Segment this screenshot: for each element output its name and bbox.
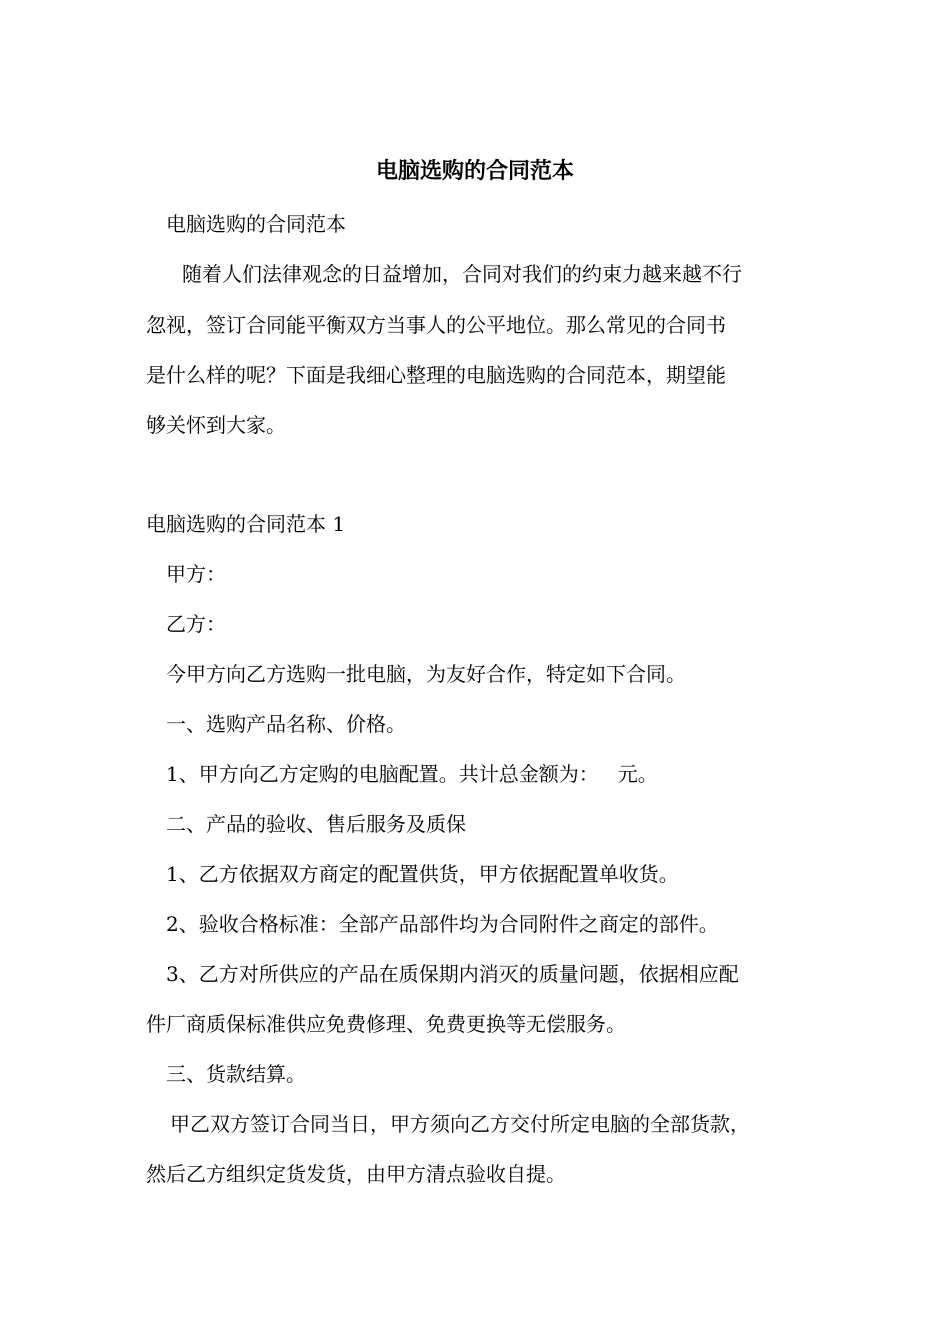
intro-line-4: 够关怀到大家。 [146,413,286,437]
clause-3-text-line-2: 然后乙方组织定货发货，由甲方清点验收自提。 [146,1162,566,1186]
clause-2-item-3-line-1: 3、乙方对所供应的产品在质保期内消灭的质量问题，依据相应配 [166,962,739,986]
document-title: 电脑选购的合同范本 [375,158,574,184]
party-a: 甲方： [166,562,226,586]
clause-1-heading: 一、选购产品名称、价格。 [166,712,406,736]
preamble: 今甲方向乙方选购一批电脑，为友好合作，特定如下合同。 [166,662,686,686]
clause-1-item-1: 1、甲方向乙方定购的电脑配置。共计总金额为： 元。 [166,762,658,786]
clause-3-text-line-1: 甲乙双方签订合同当日，甲方须向乙方交付所定电脑的全部货款， [170,1112,750,1136]
clause-2-heading: 二、产品的验收、售后服务及质保 [166,812,466,836]
intro-line-3: 是什么样的呢？下面是我细心整理的电脑选购的合同范本，期望能 [146,363,726,387]
intro-line-2: 忽视，签订合同能平衡双方当事人的公平地位。那么常见的合同书 [146,313,726,337]
document-subtitle: 电脑选购的合同范本 [166,212,346,236]
clause-2-item-3-line-2: 件厂商质保标准供应免费修理、免费更换等无偿服务。 [146,1012,626,1036]
section-heading: 电脑选购的合同范本 1 [146,512,346,536]
party-b: 乙方： [166,612,226,636]
clause-3-heading: 三、货款结算。 [166,1062,306,1086]
intro-line-1: 随着人们法律观念的日益增加，合同对我们的约束力越来越不行 [182,262,742,286]
clause-2-item-1: 1、乙方依据双方商定的配置供货，甲方依据配置单收货。 [166,862,679,886]
clause-2-item-2: 2、验收合格标准：全部产品部件均为合同附件之商定的部件。 [166,912,719,936]
